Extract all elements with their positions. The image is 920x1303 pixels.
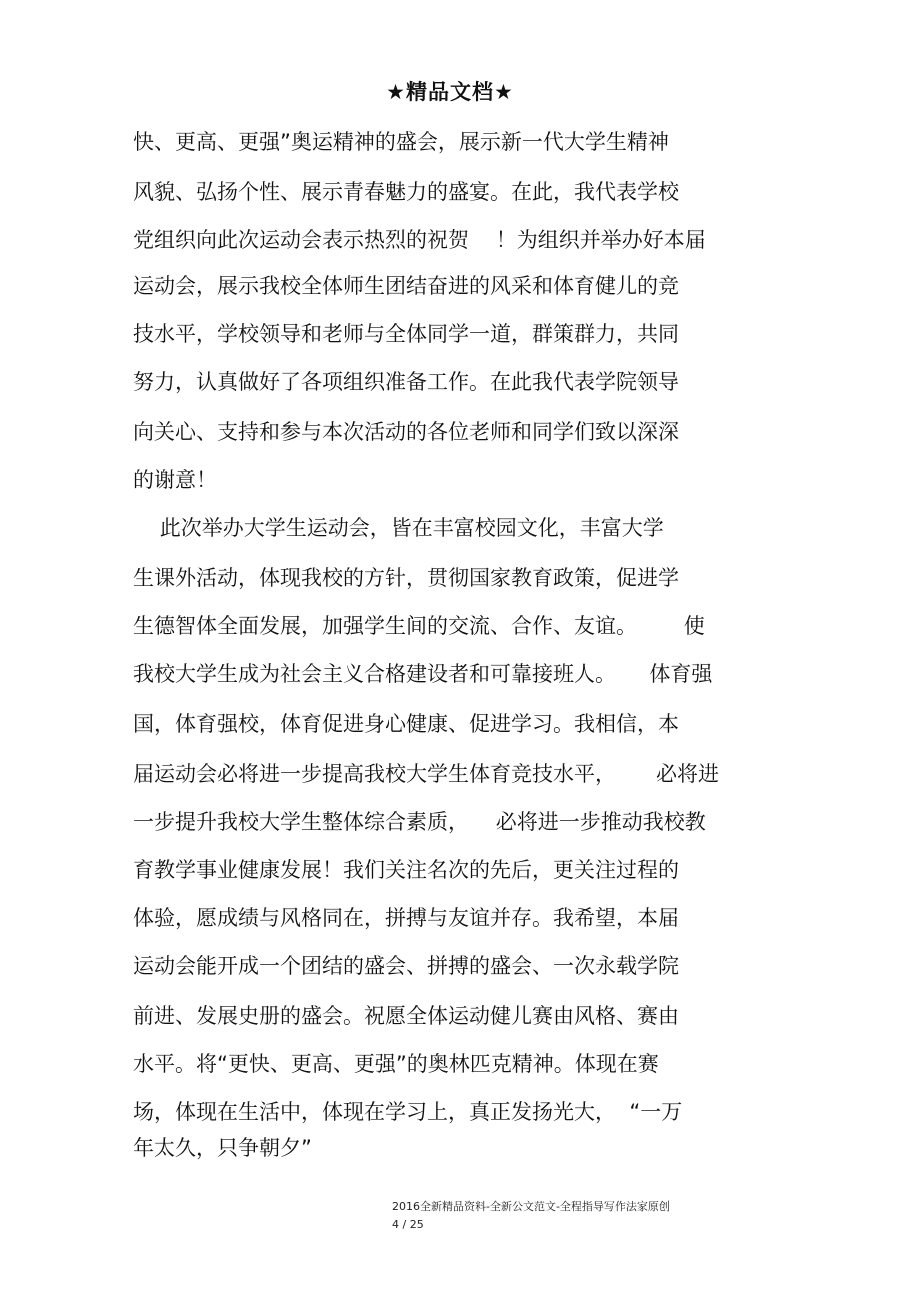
body-line: 前进、发展史册的盛会。祝愿全体运动健儿赛由风格、赛由 bbox=[133, 1004, 679, 1028]
body-line: 届运动会必将进一步提高我校大学生体育竞技水平， 必将进 bbox=[133, 762, 720, 786]
body-line: 运动会能开成一个团结的盛会、拼搏的盛会、一次永载学院 bbox=[133, 954, 679, 978]
body-line: 党组织向此次运动会表示热烈的祝贺 ！为组织并举办好本届 bbox=[133, 228, 706, 252]
body-line: 快、更高、更强”奥运精神的盛会，展示新一代大学生精神 bbox=[133, 130, 669, 154]
body-line: 体验，愿成绩与风格同在，拼搏与友谊并存。我希望，本届 bbox=[133, 906, 679, 930]
body-line: 生课外活动，体现我校的方针，贯彻国家教育政策，促进学 bbox=[133, 566, 679, 590]
body-line: 水平。将“更快、更高、更强”的奥林匹克精神。体现在赛 bbox=[133, 1052, 659, 1076]
body-line: 生德智体全面发展，加强学生间的交流、合作、友谊。 使 bbox=[133, 614, 705, 638]
body-line: 技水平，学校领导和老师与全体同学一道，群策群力，共同 bbox=[133, 322, 679, 346]
body-line: 一步提升我校大学生整体综合素质， 必将进一步推动我校教 bbox=[133, 810, 706, 834]
body-line: 运动会，展示我校全体师生团结奋进的风采和体育健儿的竞 bbox=[133, 274, 679, 298]
body-line: 我校大学生成为社会主义合格建设者和可靠接班人。 体育强 bbox=[133, 662, 713, 686]
body-line: 风貌、弘扬个性、展示青春魅力的盛宴。在此，我代表学校 bbox=[133, 180, 679, 204]
body-line: 的谢意！ bbox=[133, 468, 217, 492]
body-line: 此次举办大学生运动会，皆在丰富校园文化，丰富大学 bbox=[133, 516, 664, 540]
body-line: 场，体现在生活中，体现在学习上，真正发扬光大， “一万 bbox=[133, 1100, 683, 1124]
footer-source-text: 2016全新精品资料-全新公文范文-全程指导写作法家原创 bbox=[392, 1200, 670, 1213]
footer-page-number: 4 / 25 bbox=[392, 1218, 424, 1231]
page-header-title: ★精品文档★ bbox=[386, 80, 514, 104]
body-line: 向关心、支持和参与本次活动的各位老师和同学们致以深深 bbox=[133, 420, 679, 444]
body-line: 国，体育强校，体育促进身心健康、促进学习。我相信，本 bbox=[133, 712, 679, 736]
body-line: 年太久，只争朝夕” bbox=[133, 1136, 312, 1160]
body-line: 育教学事业健康发展！我们关注名次的先后，更关注过程的 bbox=[133, 858, 679, 882]
body-line: 努力，认真做好了各项组织准备工作。在此我代表学院领导 bbox=[133, 370, 679, 394]
